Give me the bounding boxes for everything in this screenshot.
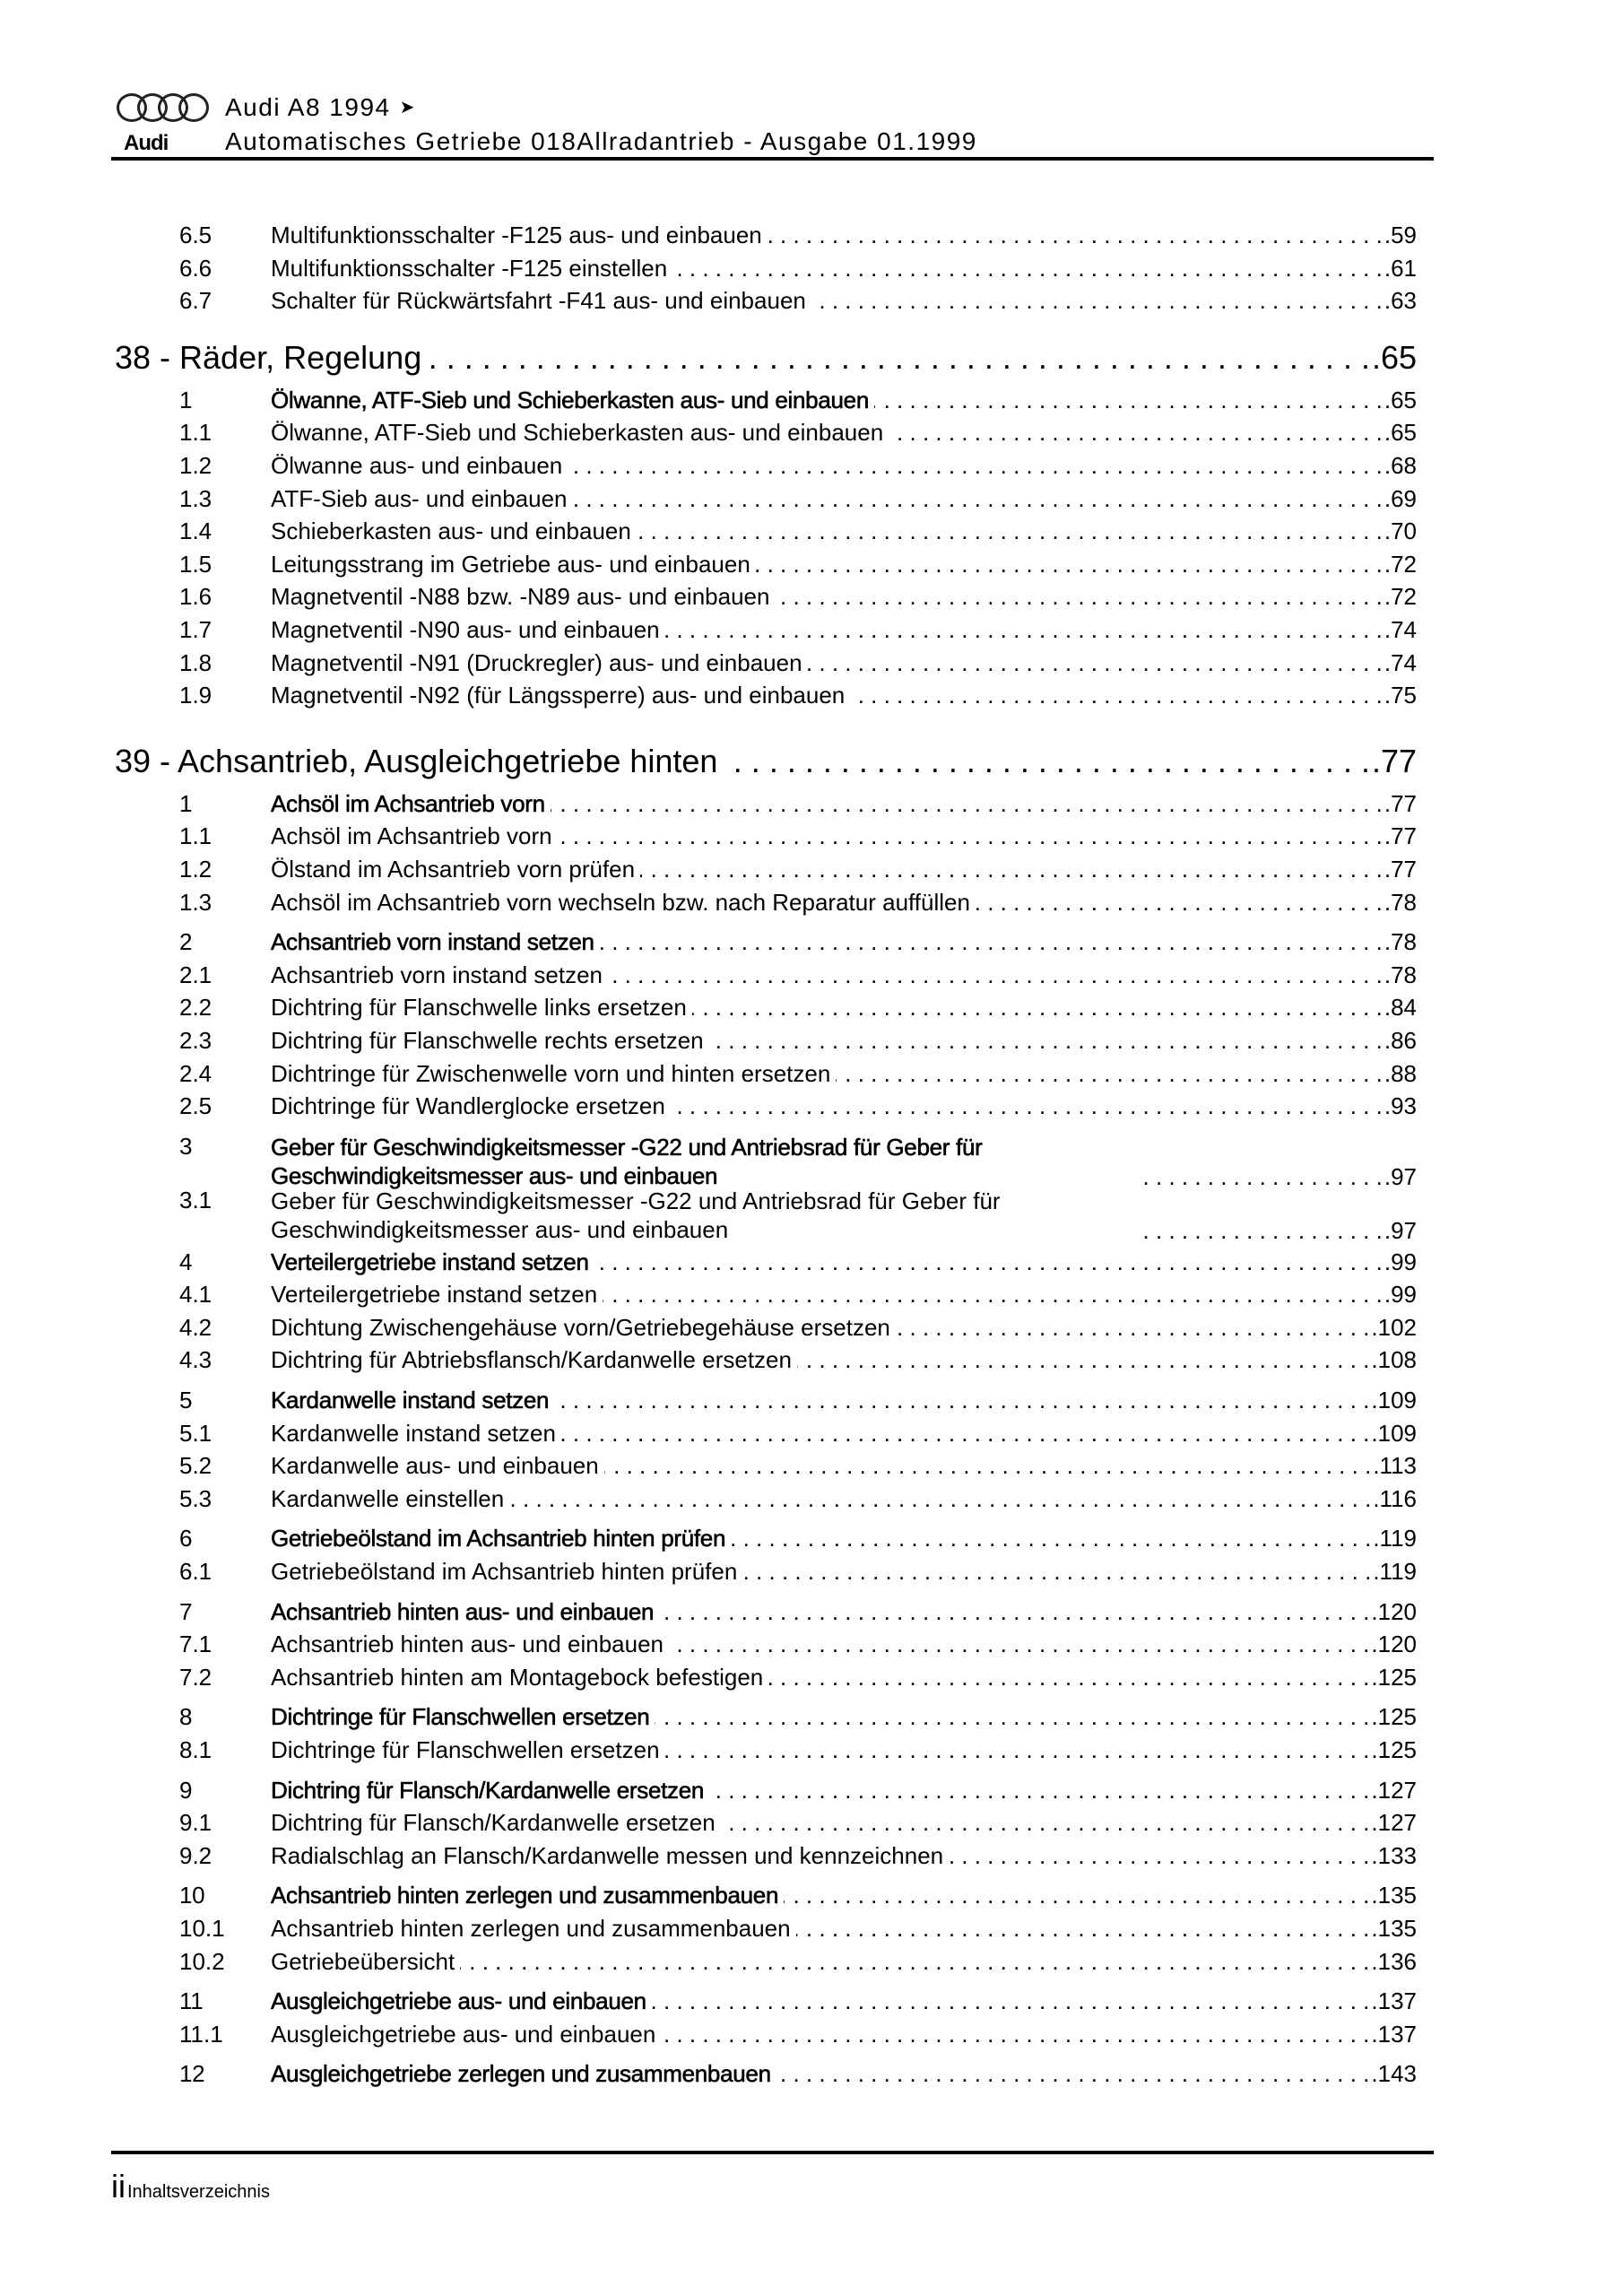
dot-leader xyxy=(709,1027,1383,1054)
toc-entry-page: .136 xyxy=(1371,1947,1417,1975)
toc-section-entry[interactable] xyxy=(179,1598,1417,1625)
toc-entry-number: 8.1 xyxy=(179,1735,213,1763)
dot-leader xyxy=(796,1915,1370,1942)
toc-entry-title: Ölwanne aus- und einbauen xyxy=(271,452,563,479)
toc-section-entry[interactable] xyxy=(179,1777,1417,1804)
toc-entry[interactable] xyxy=(179,1281,1417,1308)
toc-entry-number: 1.7 xyxy=(179,616,213,643)
toc-entry-title: Kardanwelle instand setzen xyxy=(271,1419,556,1447)
toc-entry-page: .74 xyxy=(1383,648,1417,676)
toc-entry-page: .68 xyxy=(1383,452,1417,479)
toc-entry-title: Dichtring für Abtriebsflansch/Kardanwelle ersetzen xyxy=(271,1346,792,1374)
toc-entry-title: Getriebeübersicht xyxy=(271,1947,455,1975)
toc-entry-number: 2.2 xyxy=(179,994,213,1022)
toc-entry-title: Kardanwelle einstellen xyxy=(271,1484,505,1512)
dot-leader xyxy=(784,1882,1369,1909)
toc-entry[interactable] xyxy=(179,1060,1417,1087)
toc-entry-page: .97 xyxy=(1383,1162,1417,1190)
toc-entry-page: .109 xyxy=(1371,1419,1417,1447)
toc-entry-title: Schieberkasten aus- und einbauen xyxy=(271,517,631,545)
toc-entry-page: .127 xyxy=(1371,1776,1417,1804)
toc-entry-page: .65 xyxy=(1383,419,1417,447)
page-footer xyxy=(111,2170,270,2203)
toc-entry-number: 5.1 xyxy=(179,1419,213,1447)
toc-entry[interactable] xyxy=(179,1420,1417,1447)
toc-entry-page: .125 xyxy=(1371,1663,1417,1691)
toc-entry-title: Dichtung Zwischengehäuse vorn/Getriebegehäuse ersetzen xyxy=(271,1313,890,1341)
toc-entry[interactable] xyxy=(179,452,1417,479)
chapter-page: .77 xyxy=(1371,742,1417,779)
dot-leader xyxy=(665,1736,1370,1763)
toc-entry[interactable] xyxy=(179,255,1417,282)
toc-entry-page: .137 xyxy=(1371,2020,1417,2048)
toc-entry-title: Getriebeölstand im Achsantrieb hinten prüfen xyxy=(271,1557,738,1585)
toc-entry-title: Schalter für Rückwärtsfahrt -F41 aus- und einbauen xyxy=(271,287,806,315)
toc-section-entry[interactable] xyxy=(179,1703,1417,1730)
toc-entry[interactable] xyxy=(179,1485,1417,1512)
toc-entry[interactable] xyxy=(179,1452,1417,1479)
toc-entry-title: Kardanwelle aus- und einbauen xyxy=(271,1452,599,1480)
toc-entry-title: Magnetventil -N91 (Druckregler) aus- und einbauen xyxy=(271,648,802,676)
toc-entry[interactable] xyxy=(179,961,1417,988)
toc-section-entry[interactable] xyxy=(179,1133,1417,1190)
dot-leader xyxy=(797,1346,1369,1373)
dot-leader xyxy=(742,1558,1371,1585)
toc-entry-page: .78 xyxy=(1383,961,1417,988)
toc-entry-title: Ausgleichgetriebe aus- und einbauen xyxy=(271,2020,656,2048)
toc-entry-number: 1 xyxy=(179,386,193,413)
footer-page-number: ii xyxy=(111,2168,126,2205)
toc-entry[interactable] xyxy=(179,682,1417,709)
toc-entry-title: Achsantrieb hinten zerlegen und zusammenbauen xyxy=(271,1914,791,1942)
toc-entry-number: 5 xyxy=(179,1386,193,1413)
toc-entry-page: .78 xyxy=(1383,928,1417,956)
toc-entry-number: 10.1 xyxy=(179,1914,225,1942)
dot-leader xyxy=(573,485,1383,512)
toc-entry-page: .137 xyxy=(1371,1987,1417,2015)
toc-entry-number: 1.2 xyxy=(179,452,213,479)
toc-entry-page: .120 xyxy=(1371,1631,1417,1658)
toc-entry-title: Achsöl im Achsantrieb vorn xyxy=(271,789,545,817)
toc-entry-title: Geber für Geschwindigkeitsmesser -G22 und Antriebsrad für Geber für Geschwindigkeitsmesser aus- und einbauen xyxy=(271,1187,1001,1244)
chapter-title: 38 - Räder, Regelung xyxy=(115,338,422,376)
toc-entry[interactable] xyxy=(179,1558,1417,1585)
toc-entry-number: 6.7 xyxy=(179,287,213,315)
toc-entry-number: 4.3 xyxy=(179,1346,213,1374)
toc-section-entry[interactable] xyxy=(179,2060,1417,2087)
toc-entry[interactable] xyxy=(179,1915,1417,1942)
toc-entry-title: Kardanwelle instand setzen xyxy=(271,1386,550,1413)
toc-entry-number: 1.1 xyxy=(179,419,213,447)
toc-entry-number: 5.2 xyxy=(179,1452,213,1480)
chapter-title: 39 - Achsantrieb, Ausgleichgetriebe hinten xyxy=(115,742,718,779)
toc-entry-page: .102 xyxy=(1371,1313,1417,1341)
toc-section-entry[interactable] xyxy=(179,790,1417,817)
toc-entry-number: 7 xyxy=(179,1597,193,1625)
toc-entry[interactable] xyxy=(179,649,1417,676)
dot-leader xyxy=(603,1281,1383,1308)
toc-section-entry[interactable] xyxy=(179,387,1417,413)
dot-leader xyxy=(672,255,1383,282)
toc-entry-number: 2 xyxy=(179,928,193,956)
dot-leader xyxy=(836,1060,1383,1087)
toc-entry-title: Achsantrieb vorn instand setzen xyxy=(271,961,603,988)
toc-entry-number: 10.2 xyxy=(179,1947,225,1975)
dot-leader xyxy=(768,222,1383,248)
toc-entry-title: Dichtring für Flansch/Kardanwelle ersetzen xyxy=(271,1809,716,1837)
toc-entry-number: 2.3 xyxy=(179,1027,213,1054)
toc-entry-title: Achsöl im Achsantrieb vorn wechseln bzw. nach Reparatur auffüllen xyxy=(271,888,970,916)
toc-entry-number: 2.5 xyxy=(179,1092,213,1120)
toc-entry[interactable] xyxy=(179,616,1417,643)
dot-leader xyxy=(661,2021,1369,2048)
toc-entry-page: .99 xyxy=(1383,1281,1417,1309)
toc-entry[interactable] xyxy=(179,1187,1417,1244)
toc-entry-number: 6.5 xyxy=(179,222,213,248)
dot-leader xyxy=(652,1987,1370,2014)
toc-entry-title: Radialschlag an Flansch/Kardanwelle messen und kennzeichnen xyxy=(271,1841,944,1869)
toc-section-entry[interactable] xyxy=(179,1987,1417,2014)
dot-leader xyxy=(659,1598,1369,1625)
dot-leader xyxy=(775,583,1382,610)
dot-leader xyxy=(640,856,1383,883)
toc-entry-number: 1.2 xyxy=(179,856,213,883)
toc-entry-page: .119 xyxy=(1373,1525,1417,1552)
toc-entry-page: .88 xyxy=(1383,1059,1417,1087)
dot-leader xyxy=(768,1664,1369,1691)
dot-leader xyxy=(889,419,1383,446)
toc-entry-title: Magnetventil -N90 aus- und einbauen xyxy=(271,616,660,643)
toc-entry[interactable] xyxy=(179,1314,1417,1341)
toc-entry-page: .72 xyxy=(1383,583,1417,611)
toc-entry-number: 6.6 xyxy=(179,254,213,282)
dot-leader xyxy=(731,1525,1371,1552)
dot-leader xyxy=(568,452,1383,479)
toc-entry-number: 1.6 xyxy=(179,583,213,611)
toc-entry-title: Dichtring für Flansch/Kardanwelle ersetzen xyxy=(271,1776,705,1804)
toc-entry-page: .69 xyxy=(1383,484,1417,512)
toc-entry-page: .97 xyxy=(1383,1217,1417,1245)
toc-entry-title: Ölstand im Achsantrieb vorn prüfen xyxy=(271,856,636,883)
toc-entry-page: .99 xyxy=(1383,1248,1417,1275)
toc-entry-title: Multifunktionsschalter -F125 einstellen xyxy=(271,254,668,282)
toc-entry[interactable] xyxy=(179,1346,1417,1373)
toc-entry[interactable] xyxy=(179,551,1417,578)
toc-entry-number: 1 xyxy=(179,789,193,817)
toc-entry-number: 1.4 xyxy=(179,517,213,545)
dot-leader xyxy=(976,889,1383,916)
toc-entry-number: 11 xyxy=(179,1987,204,2015)
toc-entry[interactable] xyxy=(179,889,1417,916)
toc-entry-number: 6 xyxy=(179,1525,193,1552)
dot-leader xyxy=(671,1092,1383,1119)
toc-section-entry[interactable] xyxy=(179,928,1417,955)
toc-entry-number: 9.1 xyxy=(179,1809,213,1837)
toc-entry-title: Achsantrieb hinten zerlegen und zusammenbauen xyxy=(271,1882,779,1909)
toc-entry[interactable] xyxy=(179,1092,1417,1119)
toc-entry-title: Dichtringe für Flanschwellen ersetzen xyxy=(271,1735,660,1763)
toc-entry-title: Achsantrieb hinten am Montagebock befestigen xyxy=(271,1663,764,1691)
toc-entry-number: 1.5 xyxy=(179,550,213,578)
toc-entry[interactable] xyxy=(179,856,1417,883)
toc-entry-page: .84 xyxy=(1383,994,1417,1022)
toc-entry-page: .135 xyxy=(1371,1882,1417,1909)
toc-entry[interactable] xyxy=(179,419,1417,446)
toc-entry-title: Achsöl im Achsantrieb vorn xyxy=(271,822,552,850)
toc-entry-title: Dichtringe für Flanschwellen ersetzen xyxy=(271,1703,650,1731)
toc-entry-title: Leitungsstrang im Getriebe aus- und einbauen xyxy=(271,550,750,578)
toc-section-entry[interactable] xyxy=(179,1387,1417,1413)
toc-entry[interactable] xyxy=(179,2021,1417,2048)
dot-leader xyxy=(594,1248,1383,1275)
toc-entry-page: .108 xyxy=(1371,1346,1417,1374)
toc-entry-title: Geber für Geschwindigkeitsmesser -G22 und Antriebsrad für Geber für Geschwindigkeitsmesser aus- und einbauen xyxy=(271,1133,983,1189)
dot-leader xyxy=(554,1387,1369,1413)
dot-leader xyxy=(692,994,1383,1021)
toc-entry-number: 9.2 xyxy=(179,1841,213,1869)
toc-entry-page: .120 xyxy=(1371,1597,1417,1625)
toc-entry-page: .116 xyxy=(1373,1484,1417,1512)
toc-entry[interactable] xyxy=(179,583,1417,610)
toc-entry-title: Multifunktionsschalter -F125 aus- und einbauen xyxy=(271,222,762,248)
toc-entry-page: .113 xyxy=(1373,1452,1417,1480)
toc-entry-page: .70 xyxy=(1383,517,1417,545)
dot-leader xyxy=(637,517,1383,544)
toc-chapter-heading[interactable] xyxy=(115,744,1417,779)
toc-entry[interactable] xyxy=(179,485,1417,512)
dot-leader xyxy=(604,1452,1372,1479)
toc-entry-number: 7.1 xyxy=(179,1631,213,1658)
toc-entry-page: .125 xyxy=(1371,1735,1417,1763)
dot-leader xyxy=(721,1809,1370,1836)
dot-leader xyxy=(558,822,1383,849)
toc-entry[interactable] xyxy=(179,822,1417,849)
toc-entry-title: Achsantrieb hinten aus- und einbauen xyxy=(271,1597,655,1625)
dot-leader xyxy=(1137,1217,1383,1244)
dot-leader xyxy=(429,340,1370,376)
toc-entry-page: .74 xyxy=(1383,616,1417,643)
toc-entry-title: Achsantrieb hinten aus- und einbauen xyxy=(271,1631,664,1658)
toc-entry-page: .127 xyxy=(1371,1809,1417,1837)
toc-entry-page: .77 xyxy=(1383,822,1417,850)
toc-entry-title: Magnetventil -N92 (für Längssperre) aus- und einbauen xyxy=(271,682,846,709)
toc-entry-number: 4.1 xyxy=(179,1281,213,1309)
header-model-text: Audi A8 1994 xyxy=(225,93,391,121)
toc-entry[interactable] xyxy=(179,1809,1417,1836)
toc-entry-number: 3.1 xyxy=(179,1187,213,1214)
toc-section-entry[interactable] xyxy=(179,1525,1417,1552)
chapter-page: .65 xyxy=(1371,338,1417,376)
dot-leader xyxy=(460,1948,1369,1975)
toc-entry-number: 11.1 xyxy=(179,2020,223,2048)
toc-entry-number: 1.3 xyxy=(179,888,213,916)
toc-entry[interactable] xyxy=(179,994,1417,1021)
header-manual-subtitle: Automatisches Getriebe 018Allradantrieb - Ausgabe 01.1999 xyxy=(225,127,977,155)
dot-leader xyxy=(756,551,1383,578)
toc-entry[interactable] xyxy=(179,222,1417,248)
toc-entry-number: 3 xyxy=(179,1132,193,1160)
toc-entry-number: 2.4 xyxy=(179,1059,213,1087)
toc-entry-page: .61 xyxy=(1383,254,1417,282)
toc-entry[interactable] xyxy=(179,1631,1417,1657)
footer-rule xyxy=(111,2151,1434,2154)
dot-leader xyxy=(949,1842,1369,1869)
toc-entry-title: Ölwanne, ATF-Sieb und Schieberkasten aus- und einbauen xyxy=(271,386,869,413)
toc-entry-page: .72 xyxy=(1383,550,1417,578)
toc-entry-page: .63 xyxy=(1383,287,1417,315)
toc-entry[interactable] xyxy=(179,1842,1417,1869)
toc-entry-title: Ausgleichgetriebe zerlegen und zusammenbauen xyxy=(271,2060,771,2088)
dot-leader xyxy=(874,387,1383,413)
toc-entry-page: .133 xyxy=(1371,1841,1417,1869)
toc-entry-title: Dichtring für Flanschwelle links ersetzen xyxy=(271,994,687,1022)
toc-entry-number: 1.9 xyxy=(179,682,213,709)
toc-entry-page: .59 xyxy=(1383,222,1417,248)
dot-leader xyxy=(896,1314,1370,1341)
toc-entry-number: 1.3 xyxy=(179,484,213,512)
dot-leader xyxy=(665,616,1383,643)
toc-entry-title: Verteilergetriebe instand setzen xyxy=(271,1248,589,1275)
dot-leader xyxy=(709,1777,1369,1804)
toc-entry-title: Magnetventil -N88 bzw. -N89 aus- und einbauen xyxy=(271,583,770,611)
toc-entry-number: 1.1 xyxy=(179,822,213,850)
toc-entry-number: 4 xyxy=(179,1248,193,1275)
toc-entry[interactable] xyxy=(179,1948,1417,1975)
toc-entry[interactable] xyxy=(179,1664,1417,1691)
toc-entry-page: .75 xyxy=(1383,682,1417,709)
toc-entry-page: .109 xyxy=(1371,1386,1417,1413)
toc-chapter-heading[interactable] xyxy=(115,340,1417,376)
toc-entry-title: Dichtringe für Zwischenwelle vorn und hinten ersetzen xyxy=(271,1059,831,1087)
toc-entry-page: .77 xyxy=(1383,789,1417,817)
dot-leader xyxy=(509,1485,1371,1512)
toc-entry-number: 10 xyxy=(179,1882,205,1909)
toc-entry-number: 7.2 xyxy=(179,1663,213,1691)
dot-leader xyxy=(811,287,1383,314)
toc-entry-page: .86 xyxy=(1383,1027,1417,1054)
dot-leader xyxy=(608,961,1383,988)
toc-entry-title: Getriebeölstand im Achsantrieb hinten prüfen xyxy=(271,1525,726,1552)
toc-entry-page: .78 xyxy=(1383,888,1417,916)
toc-entry[interactable] xyxy=(179,1027,1417,1054)
toc-entry-page: .119 xyxy=(1373,1557,1417,1585)
dot-leader xyxy=(655,1703,1369,1730)
toc-entry-title: ATF-Sieb aus- und einbauen xyxy=(271,484,568,512)
dot-leader xyxy=(808,649,1383,676)
toc-entry-page: .143 xyxy=(1371,2060,1417,2088)
toc-entry[interactable] xyxy=(179,1736,1417,1763)
toc-entry-title: Dichtringe für Wandlerglocke ersetzen xyxy=(271,1092,665,1120)
toc-entry-number: 8 xyxy=(179,1703,193,1731)
dot-leader xyxy=(600,928,1383,955)
arrowhead-right-icon: ➤ xyxy=(399,98,416,117)
toc-entry[interactable] xyxy=(179,517,1417,544)
dot-leader xyxy=(850,682,1383,709)
toc-entry-number: 12 xyxy=(179,2060,205,2088)
toc-entry[interactable] xyxy=(179,287,1417,314)
toc-entry-number: 1.8 xyxy=(179,648,213,676)
toc-entry-title: Achsantrieb vorn instand setzen xyxy=(271,928,594,956)
toc-entry-title: Dichtring für Flanschwelle rechts ersetzen xyxy=(271,1027,704,1054)
toc-entry-number: 2.1 xyxy=(179,961,213,988)
toc-entry-page: .93 xyxy=(1383,1092,1417,1120)
toc-entry-page: .65 xyxy=(1383,386,1417,413)
footer-section-label: Inhaltsverzeichnis xyxy=(127,2182,270,2202)
toc-entry-page: .77 xyxy=(1383,856,1417,883)
dot-leader xyxy=(561,1420,1369,1447)
toc-entry-page: .135 xyxy=(1371,1914,1417,1942)
dot-leader xyxy=(776,2060,1370,2087)
dot-leader xyxy=(724,744,1370,779)
dot-leader xyxy=(669,1631,1369,1657)
toc-entry-number: 9 xyxy=(179,1776,193,1804)
toc-section-entry[interactable] xyxy=(179,1248,1417,1275)
toc-entry-title: Verteilergetriebe instand setzen xyxy=(271,1281,598,1309)
dot-leader xyxy=(551,790,1383,817)
toc-entry-title: Ölwanne, ATF-Sieb und Schieberkasten aus- und einbauen xyxy=(271,419,884,447)
toc-section-entry[interactable] xyxy=(179,1882,1417,1909)
toc-entry-title: Ausgleichgetriebe aus- und einbauen xyxy=(271,1987,646,2015)
toc-entry-number: 4.2 xyxy=(179,1313,213,1341)
audi-wordmark: Audi xyxy=(124,131,169,155)
toc-entry-number: 5.3 xyxy=(179,1484,213,1512)
toc-entry-number: 6.1 xyxy=(179,1557,213,1585)
toc-entry-page: .125 xyxy=(1371,1703,1417,1731)
